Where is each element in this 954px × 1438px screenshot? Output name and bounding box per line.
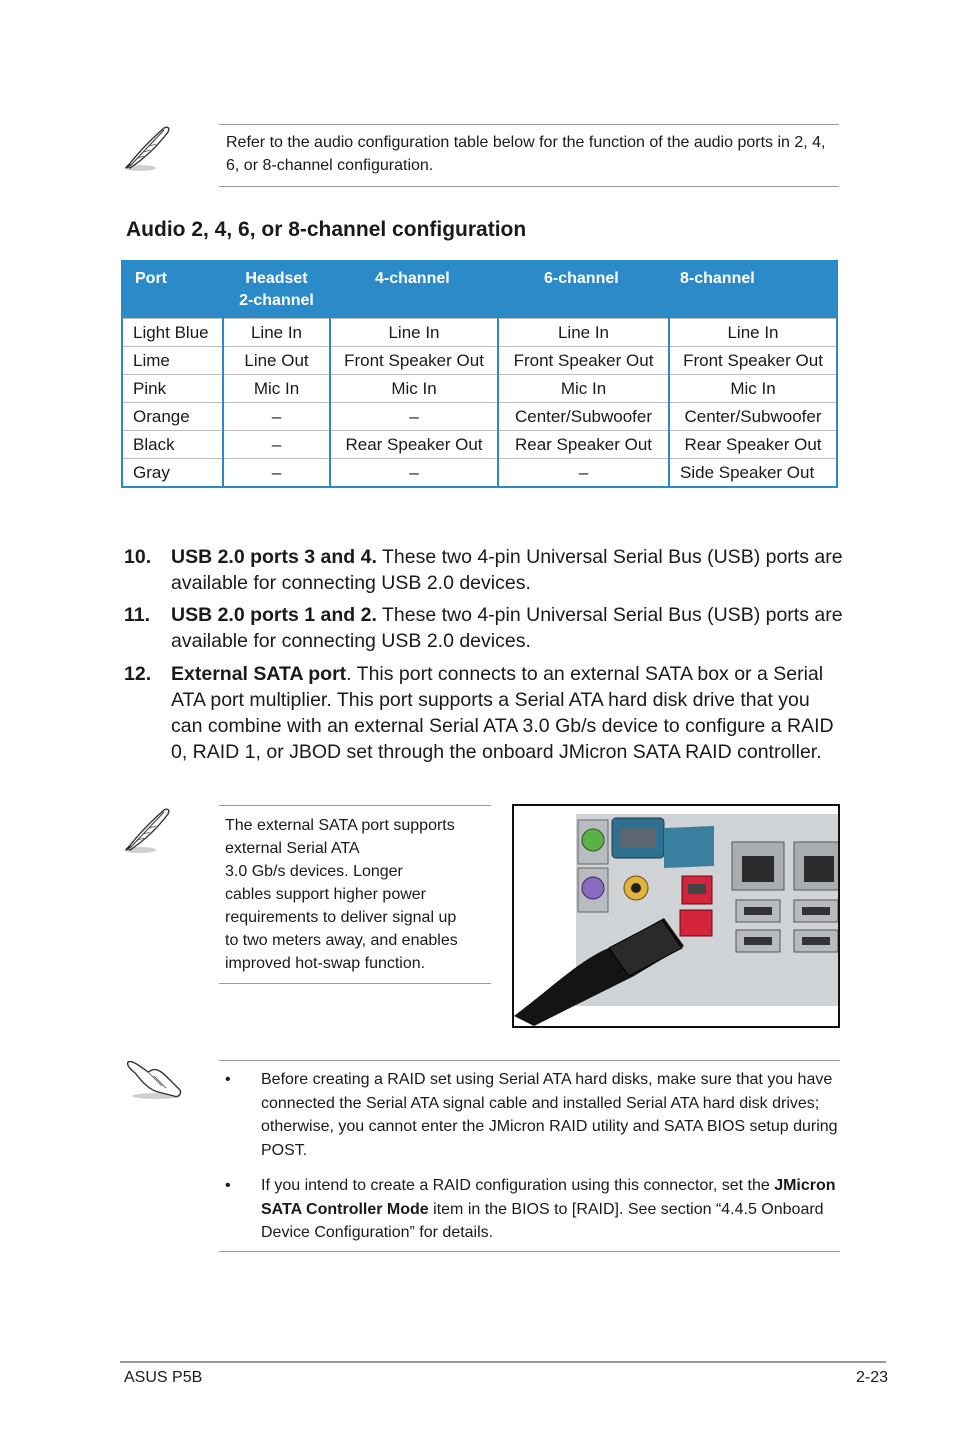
note-sata-line: The external SATA port supports xyxy=(225,817,455,834)
cell-4ch: – xyxy=(330,403,498,431)
bullet-mark: • xyxy=(225,1177,231,1194)
cell-6ch: Line In xyxy=(498,319,669,347)
footer-rule xyxy=(120,1361,886,1363)
item-text: These two 4-pin Universal Serial Bus (USB) ports are available for connecting USB 2.0 devices. xyxy=(171,604,843,652)
header-8-channel: 8-channel xyxy=(669,260,837,319)
note-top-rule xyxy=(219,124,839,125)
cell-6ch: Mic In xyxy=(498,375,669,403)
cell-8ch: Center/Subwoofer xyxy=(669,403,837,431)
cell-8ch: Mic In xyxy=(669,375,837,403)
cell-headset: – xyxy=(223,403,330,431)
cell-4ch: Mic In xyxy=(330,375,498,403)
cell-8ch: Side Speaker Out xyxy=(669,459,837,488)
note-sata-rule-bottom xyxy=(219,983,491,984)
footer-product: ASUS P5B xyxy=(124,1369,203,1386)
list-item-10 xyxy=(124,544,844,596)
cell-8ch: Front Speaker Out xyxy=(669,347,837,375)
bullet-text-post: item in the BIOS to [RAID]. See section “4.4.5 Onboard Device Configuration” for details. xyxy=(261,1200,824,1241)
bullet-text-pre: If you intend to create a RAID configuration using this connector, set the xyxy=(261,1177,775,1194)
cell-6ch: Center/Subwoofer xyxy=(498,403,669,431)
cell-4ch: – xyxy=(330,459,498,488)
hand-pointer-icon xyxy=(122,1052,186,1102)
bullet-text: Before creating a RAID set using Serial ATA hard disks, make sure that you have connected the Serial ATA signal cable and installed Serial ATA hard disk drives; otherwise, you cannot enter the JMicron RAID utility and SATA BIOS setup during POST. xyxy=(261,1071,838,1159)
header-headset xyxy=(223,260,330,319)
note-pencil-icon xyxy=(120,120,176,176)
cell-port: Light Blue xyxy=(122,319,223,347)
cell-port: Orange xyxy=(122,403,223,431)
table-row xyxy=(122,459,837,488)
cell-port: Black xyxy=(122,431,223,459)
table-header-row xyxy=(122,260,837,319)
header-4-channel: 4-channel xyxy=(330,260,498,319)
cell-6ch: – xyxy=(498,459,669,488)
header-headset-line2: 2-channel xyxy=(239,292,314,309)
note-sata-line: improved hot-swap function. xyxy=(225,955,426,972)
cell-8ch: Line In xyxy=(669,319,837,347)
table-row xyxy=(122,319,837,347)
note-top-text: Refer to the audio configuration table below for the function of the audio ports in 2, 4, 6, or 8-channel configuration. xyxy=(226,134,826,174)
footer-page-number: 2-23 xyxy=(855,1369,888,1386)
note-sata-rule xyxy=(219,805,491,806)
item-title: USB 2.0 ports 1 and 2. xyxy=(171,604,377,626)
note-sata-text xyxy=(225,814,491,975)
list-item-12 xyxy=(124,661,844,765)
note-sata-line: cables support higher power xyxy=(225,886,427,903)
cell-6ch: Rear Speaker Out xyxy=(498,431,669,459)
list-item-11 xyxy=(124,602,844,654)
cell-port: Gray xyxy=(122,459,223,488)
cell-4ch: Rear Speaker Out xyxy=(330,431,498,459)
audio-config-table xyxy=(121,260,838,488)
note-sata-line: to two meters away, and enables xyxy=(225,932,458,949)
cell-headset: Line In xyxy=(223,319,330,347)
note-pencil-icon xyxy=(120,802,176,858)
warning-rule-bottom xyxy=(219,1251,840,1252)
cell-6ch: Front Speaker Out xyxy=(498,347,669,375)
note-sata-line: requirements to deliver signal up xyxy=(225,909,457,926)
bullet-text-bold: JMicron SATA Controller Mode xyxy=(261,1177,836,1218)
warning-bullet-2 xyxy=(225,1174,840,1245)
note-sata-line: external Serial ATA xyxy=(225,840,360,857)
note-top-rule-bottom xyxy=(219,186,839,187)
item-text: . This port connects to an external SATA box or a Serial ATA port multiplier. This port supports a Serial ATA hard disk drive that you can combine with an external Serial ATA 3.0 Gb/s device to configure a RAID 0, RAID 1, or JBOD set through the onboard JMicron SATA RAID controller. xyxy=(171,663,834,763)
bullet-mark: • xyxy=(225,1071,231,1088)
section-title: Audio 2, 4, 6, or 8-channel configuration xyxy=(126,218,527,241)
cell-port: Pink xyxy=(122,375,223,403)
cell-headset: – xyxy=(223,459,330,488)
item-title: External SATA port xyxy=(171,663,347,685)
cell-8ch: Rear Speaker Out xyxy=(669,431,837,459)
item-number: 12. xyxy=(124,663,152,685)
item-title: USB 2.0 ports 3 and 4. xyxy=(171,546,377,568)
cell-4ch: Line In xyxy=(330,319,498,347)
header-6-channel: 6-channel xyxy=(498,260,669,319)
table-row xyxy=(122,403,837,431)
table-row xyxy=(122,431,837,459)
item-number: 10. xyxy=(124,546,152,568)
item-number: 11. xyxy=(124,604,151,626)
header-port: Port xyxy=(122,260,223,319)
cell-port: Lime xyxy=(122,347,223,375)
cell-4ch: Front Speaker Out xyxy=(330,347,498,375)
warning-rule xyxy=(219,1060,840,1061)
cell-headset: – xyxy=(223,431,330,459)
header-headset-line1: Headset xyxy=(245,270,308,287)
item-text: These two 4-pin Universal Serial Bus (USB) ports are available for connecting USB 2.0 devices. xyxy=(171,546,843,594)
table-row xyxy=(122,347,837,375)
external-sata-port-photo xyxy=(512,804,840,1028)
cell-headset: Line Out xyxy=(223,347,330,375)
warning-bullet-1 xyxy=(225,1068,840,1162)
cell-headset: Mic In xyxy=(223,375,330,403)
note-sata-line: 3.0 Gb/s devices. Longer xyxy=(225,863,403,880)
table-row xyxy=(122,375,837,403)
